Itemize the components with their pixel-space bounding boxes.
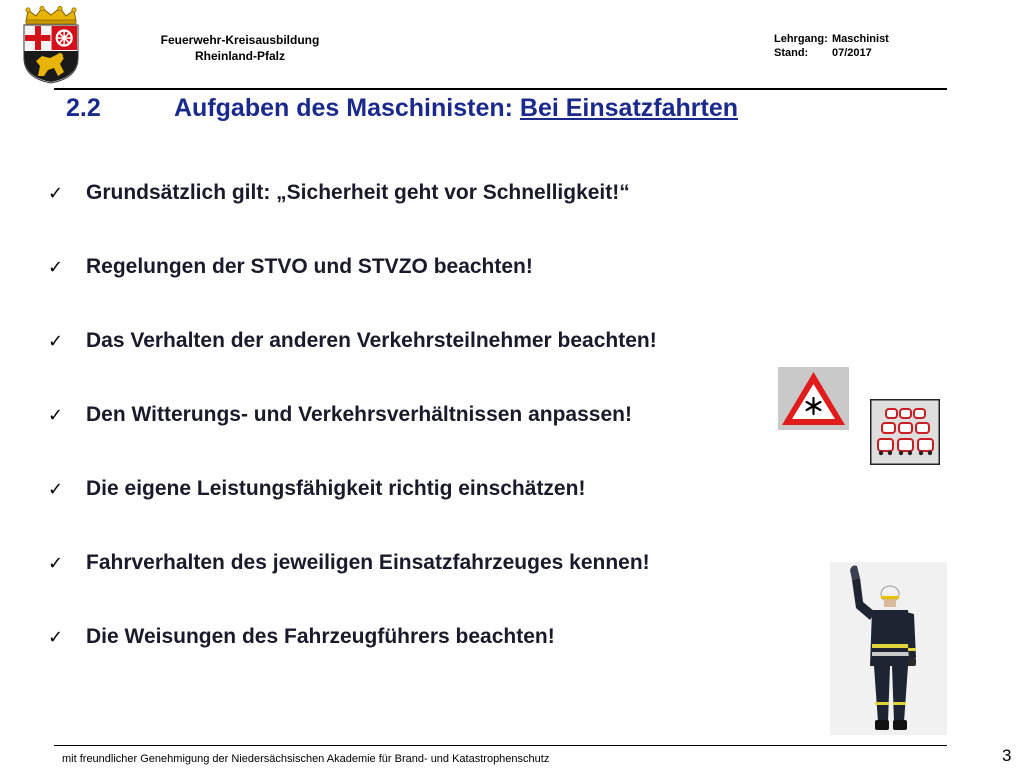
bullet-list	[48, 178, 657, 696]
firefighter-photo	[830, 562, 947, 735]
bullet-text: Den Witterungs- und Verkehrsverhältnissen anpassen!	[86, 403, 632, 426]
course-value: Maschinist	[832, 33, 889, 45]
stand-value: 07/2017	[832, 47, 872, 59]
list-item	[48, 400, 657, 474]
checkmark-icon: ✓	[48, 405, 64, 425]
coat-of-arms-logo	[20, 6, 82, 84]
header-divider	[54, 88, 947, 90]
list-item	[48, 326, 657, 400]
list-item	[48, 622, 657, 696]
bullet-text: Die eigene Leistungsfähigkeit richtig einschätzen!	[86, 477, 586, 500]
bullet-text: Grundsätzlich gilt: „Sicherheit geht vor Schnelligkeit!“	[86, 181, 630, 204]
checkmark-icon: ✓	[48, 257, 64, 277]
course-info	[774, 32, 889, 60]
footer-credit: mit freundlicher Genehmigung der Niedersächsischen Akademie für Brand- und Katastrophenschutz	[62, 753, 550, 765]
checkmark-icon: ✓	[48, 627, 64, 647]
title-main: Aufgaben des Maschinisten:	[174, 94, 513, 122]
stand-label: Stand:	[774, 47, 809, 59]
page-number: 3	[1002, 746, 1012, 765]
organization-name	[130, 32, 350, 64]
list-item	[48, 474, 657, 548]
bullet-text: Regelungen der STVO und STVZO beachten!	[86, 255, 533, 278]
checkmark-icon: ✓	[48, 553, 64, 573]
checkmark-icon: ✓	[48, 331, 64, 351]
list-item	[48, 252, 657, 326]
list-item	[48, 178, 657, 252]
slide-title	[66, 94, 738, 123]
section-number: 2.2	[66, 94, 101, 122]
checkmark-icon: ✓	[48, 479, 64, 499]
bullet-text: Fahrverhalten des jeweiligen Einsatzfahrzeuges kennen!	[86, 551, 650, 574]
organization-line-2: Rheinland-Pfalz	[194, 49, 285, 63]
bullet-text: Die Weisungen des Fahrzeugführers beachten!	[86, 625, 555, 648]
checkmark-icon: ✓	[48, 183, 64, 203]
title-link[interactable]: Bei Einsatzfahrten	[519, 94, 739, 122]
list-item	[48, 548, 657, 622]
bullet-text: Das Verhalten der anderen Verkehrsteilnehmer beachten!	[86, 329, 657, 352]
footer-divider	[54, 745, 947, 746]
traffic-jam-icon	[870, 399, 940, 465]
snow-warning-sign-icon	[778, 367, 849, 430]
organization-line-1: Feuerwehr-Kreisausbildung	[160, 33, 320, 47]
course-label: Lehrgang:	[774, 33, 828, 45]
